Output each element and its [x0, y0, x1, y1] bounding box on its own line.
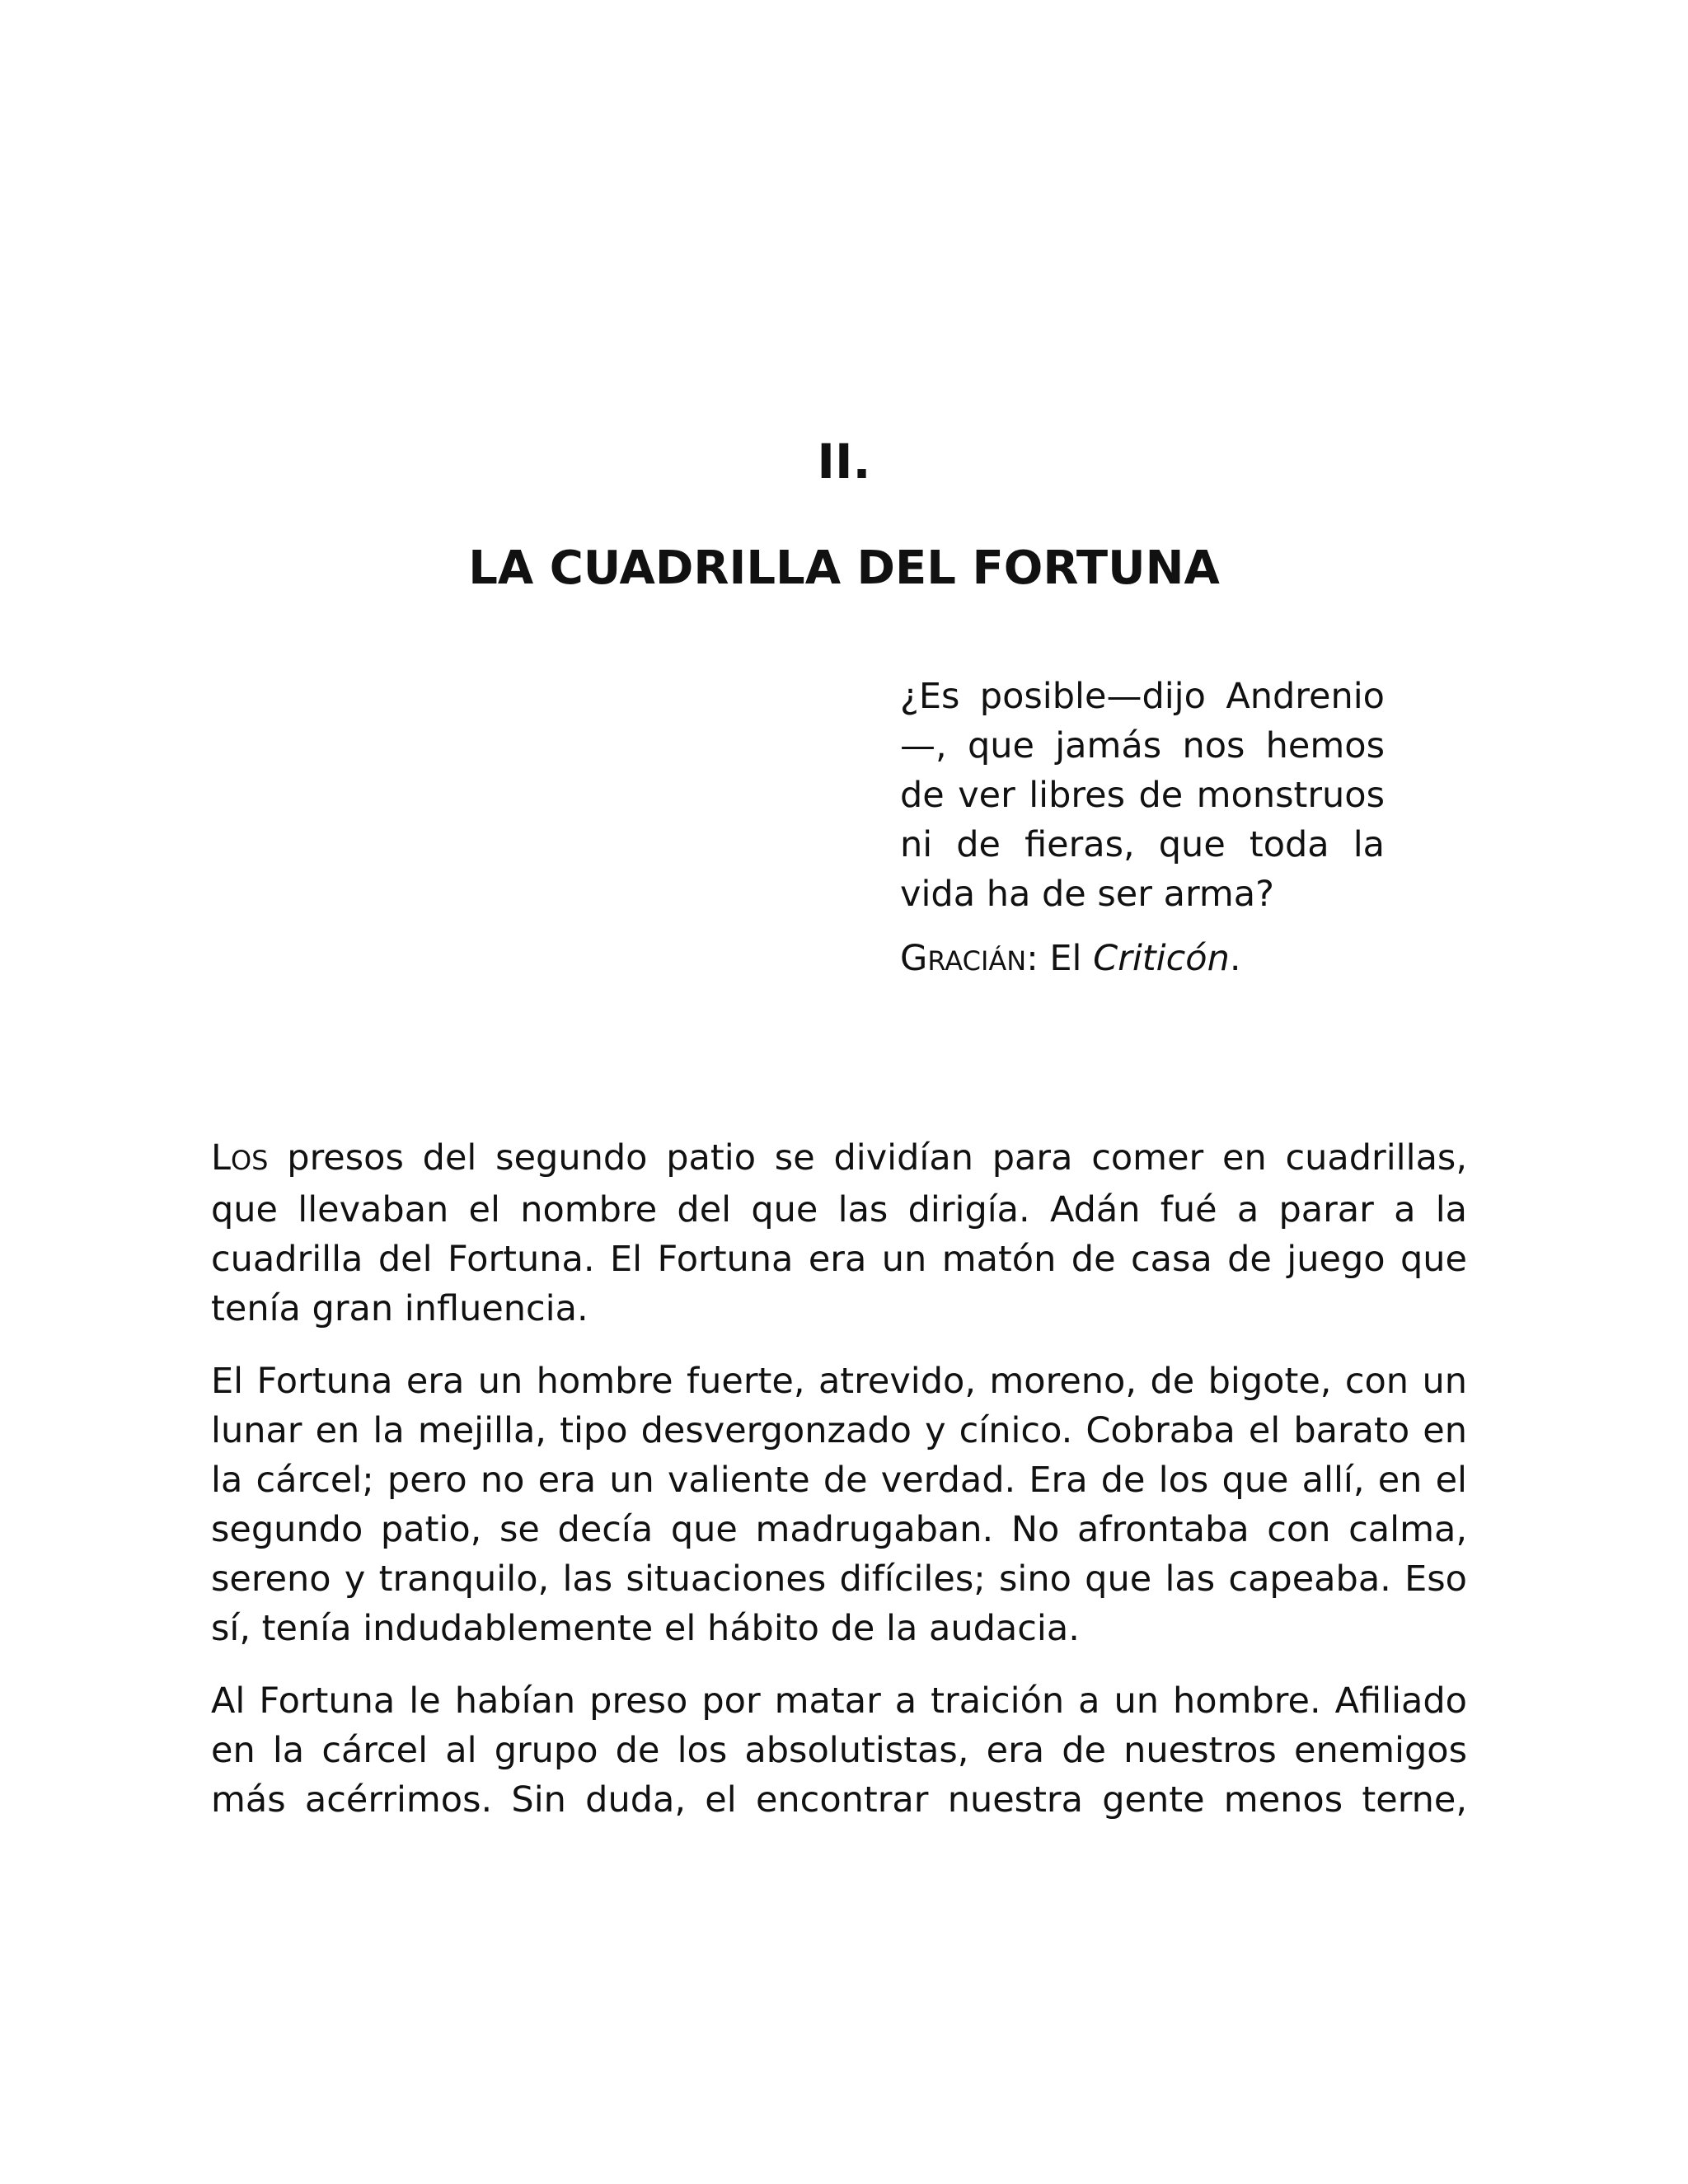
epigraph-source [900, 934, 1385, 986]
epigraph-quote: ¿Es posible—dijo Andrenio—, que jamás nos hemos de ver libres de monstruos ni de fieras, que toda la vida ha de ser arma? [900, 676, 1385, 915]
epigraph-author-rest: RACIÁN [927, 945, 1027, 977]
paragraph-1 [211, 1133, 1467, 1333]
epigraph-end: . [1229, 938, 1241, 979]
epigraph-author-initial: G [900, 938, 928, 979]
paragraph-1-smallcaps: OS [230, 1145, 269, 1176]
paragraph-1-initial: L [211, 1137, 231, 1179]
paragraph-3: Al Fortuna le habían preso por matar a traición a un hombre. Afiliado en la cárcel al grupo de los absolutistas, era de nuestros enemigos más acérrimos. Sin duda, el encontrar nuestra gente menos terne, [211, 1680, 1467, 1821]
paragraph-1-text: presos del segundo patio se dividían para comer en cuadrillas, que llevaban el nombre del que las dirigía. Adán fué a parar a la cuadrilla del Fortuna. El Fortuna era un matón de casa de juego que tenía gran influencia. [211, 1137, 1467, 1329]
chapter-title: LA CUADRILLA DEL FORTUNA [468, 541, 1220, 595]
paragraph-2: El Fortuna era un hombre fuerte, atrevido, moreno, de bigote, con un lunar en la mejilla, tipo desvergonzado y cínico. Cobraba el barato en la cárcel; pero no era un valiente de verdad. Era de los que allí, en el segundo patio, se decía que madrugaban. No afrontaba con calma, sereno y tranquilo, las situaciones difíciles; sino que las capeaba. Eso sí, tenía indudablemente el hábito de la audacia. [211, 1361, 1467, 1649]
chapter-number: II. [817, 434, 871, 490]
epigraph-separator: : El [1026, 938, 1094, 979]
epigraph [900, 672, 1385, 986]
body-text [211, 1133, 1467, 1848]
epigraph-work-title: Criticón [1093, 938, 1230, 979]
